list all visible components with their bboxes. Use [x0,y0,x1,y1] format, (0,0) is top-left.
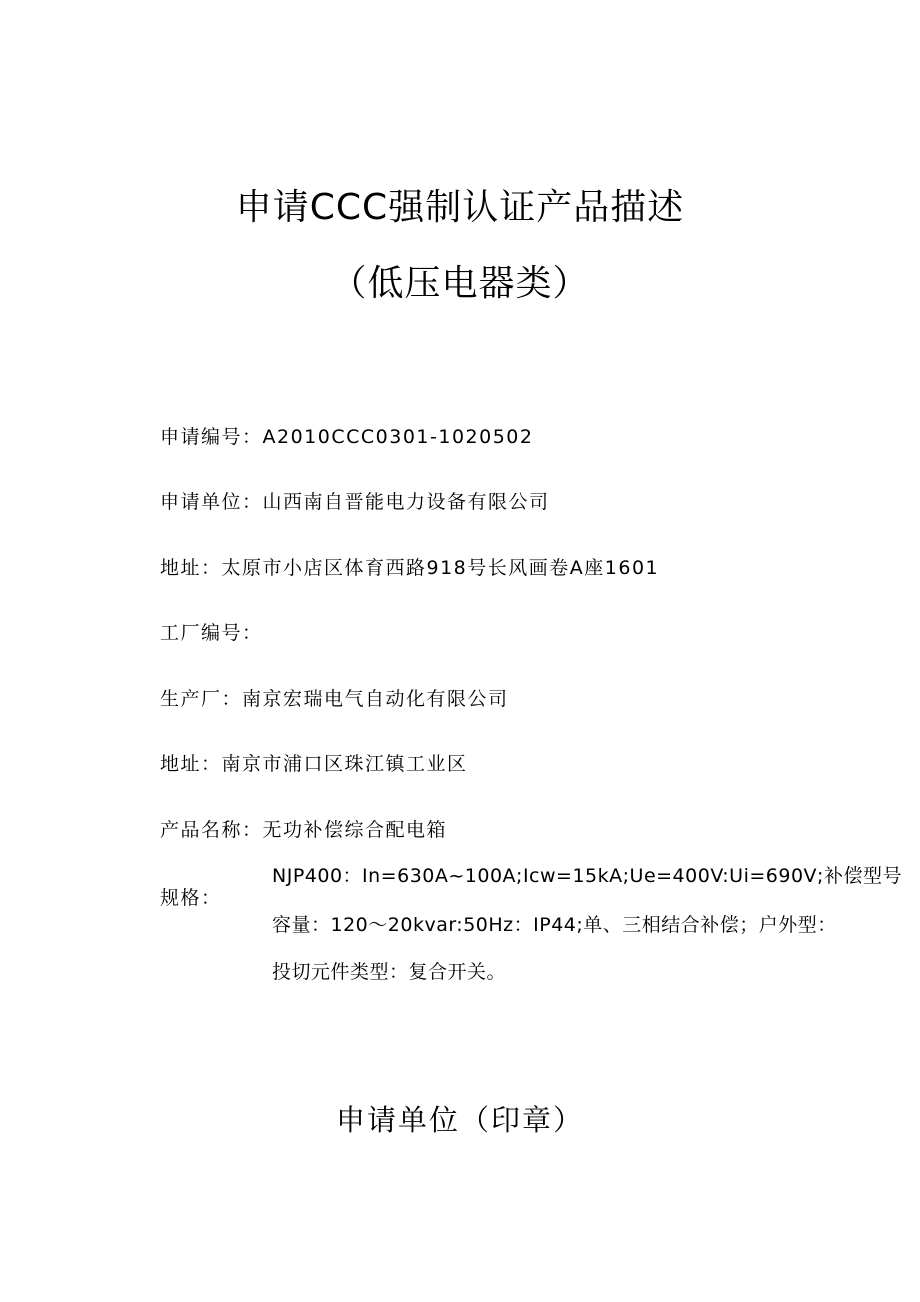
spec-line-2: 容量：120～20kvar:50Hz：IP44;单、三相结合补偿；户外型： [272,914,837,936]
document-title: 申请CCC强制认证产品描述 [235,187,685,228]
product-name: 产品名称：无功补偿综合配电箱 [160,819,448,841]
factory-number: 工厂编号： [160,622,263,644]
document-subtitle: （低压电器类） [330,263,590,304]
spec-line-1: NJP400：In=630A~100A;Icw=15kA;Ue=400V:Ui=690V;补偿型号 [272,865,902,887]
manufacturer-name: 生产厂：南京宏瑞电气自动化有限公司 [160,688,509,710]
applicant-address: 地址：太原市小店区体育西路918号长风画卷A座1601 [160,557,660,579]
spec-label: 规格： [160,887,222,909]
applicant-name: 申请单位：山西南自晋能电力设备有限公司 [160,491,550,513]
manufacturer-address: 地址：南京市浦口区珠江镇工业区 [160,753,468,775]
spec-line-3: 投切元件类型：复合开关。 [272,961,507,983]
application-number: 申请编号：A2010CCC0301-1020502 [160,426,534,448]
seal-caption: 申请单位（印章） [335,1103,584,1137]
